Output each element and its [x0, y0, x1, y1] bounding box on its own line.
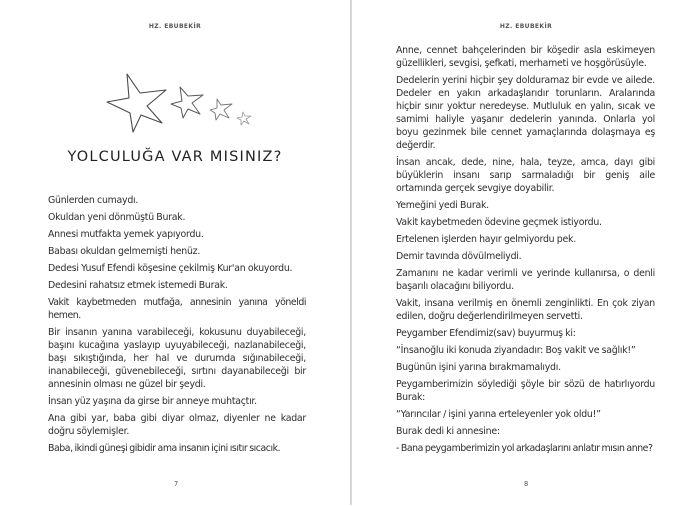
page-number: 7 [174, 480, 179, 488]
paragraph: İnsan yüz yaşına da girse bir anneye muhtaçtır. [48, 396, 257, 407]
paragraph: - Bana peygamberimizin yol arkadaşlarını anlatır mısın anne? [396, 443, 653, 454]
paragraph: Dedesi Yusuf Efendi köşesine çekilmiş Kur'an okuyordu. [48, 263, 293, 274]
paragraph: Burak dedi ki annesine: [396, 426, 500, 437]
right-page [352, 0, 700, 506]
star-icon-small [210, 99, 232, 120]
paragraph: Peygamber Efendimiz(sav) buyurmuş ki: [396, 328, 576, 339]
paragraph: Anne, cennet bahçelerinden bir köşedir asla eskimeyen güzellikleri, sevgisi, şefkati, merhameti ve hoşgörüsüyle. [396, 45, 655, 69]
left-body-text [48, 194, 306, 459]
paragraph: Vakit kaybetmeden ödevine geçmek istiyordu. [396, 217, 602, 228]
paragraph: Dedelerin yerini hiçbir şey dolduramaz bir evde ve ailede. Dedeler en yakın arkadaşlarıdır torunların. Aralarında hiçbir sınır yoktur neredeyse. Mutluluk en yalın, sıcak ve samimi haliyle yaşanır dedelerin yanında. Onlarla yol boyu gezinmek bile cennet yamaçlarında dolaşmaya eş değerdir. [396, 75, 655, 151]
paragraph: Günlerden cumaydı. [48, 195, 139, 206]
paragraph: “Yarıncılar / işini yarına erteleyenler yok oldu!” [396, 409, 601, 420]
paragraph: Ana gibi yar, baba gibi diyar olmaz, diyenler ne kadar doğru söylemişler. [48, 413, 306, 437]
chapter-title: YOLCULUĞA VAR MISINIZ? [67, 149, 283, 165]
paragraph: Vakit, insana verilmiş en önemli zenginlikti. En çok ziyan edilen, doğru değerlendirilmeyen servetti. [396, 298, 655, 322]
paragraph: Annesi mutfakta yemek yapıyordu. [48, 229, 204, 240]
star-icon-medium [171, 87, 203, 118]
paragraph: Bir insanın yanına varabileceği, kokusunu duyabileceği, başını kucağına yaslayıp uyuyabileceği, nazlanabileceği, başı sıkıştığında, her hal ve durumda sığınabileceği, inanabileceği, güvenebileceği, sırtını dayanabileceği bir annesinin olması ne güzel bir şeydi. [48, 327, 306, 390]
paragraph: İnsan ancak, dede, nine, hala, teyze, amca, dayı gibi büyüklerin insanı sarıp sarmaladığı bir geniş aile ortamında gerçek sevgiye doyabilir. [396, 157, 655, 194]
paragraph: Okuldan yeni dönmüştü Burak. [48, 212, 186, 223]
running-head: HZ. EBUBEKİR [148, 23, 202, 30]
paragraph: Babası okuldan gelmemişti henüz. [48, 246, 201, 257]
star-icon-tiny [237, 112, 251, 125]
paragraph: Peygamberimizin söylediği şöyle bir sözü de hatırlıyordu Burak: [396, 379, 655, 403]
paragraph: Baba, ikindi güneşi gibidir ama insanın içini ısıtır sıcacık. [48, 443, 281, 454]
paragraph: Bugünün işini yarına bırakmamalıydı. [396, 362, 561, 373]
running-head: HZ. EBUBEKİR [499, 23, 553, 30]
paragraph: Yemeğini yedi Burak. [396, 200, 489, 211]
paragraph: Dedesini rahatsız etmek istemedi Burak. [48, 280, 228, 291]
paragraph: Ertelenen işlerden hayır gelmiyordu pek. [396, 234, 576, 245]
page-number: 8 [524, 480, 529, 488]
paragraph: Demir tavında dövülmeliydi. [396, 251, 522, 262]
paragraph: Vakit kaybetmeden mutfağa, annesinin yanına yöneldi hemen. [48, 297, 306, 321]
paragraph: “İnsanoğlu iki konuda ziyandadır: Boş vakit ve sağlık!” [396, 345, 636, 356]
stars-illustration [100, 68, 260, 138]
right-body-text [396, 44, 655, 459]
paragraph: Zamanını ne kadar verimli ve yerinde kullanırsa, o denli başarılı olacağını biliyordu. [396, 268, 655, 292]
star-icon-large [107, 74, 166, 132]
